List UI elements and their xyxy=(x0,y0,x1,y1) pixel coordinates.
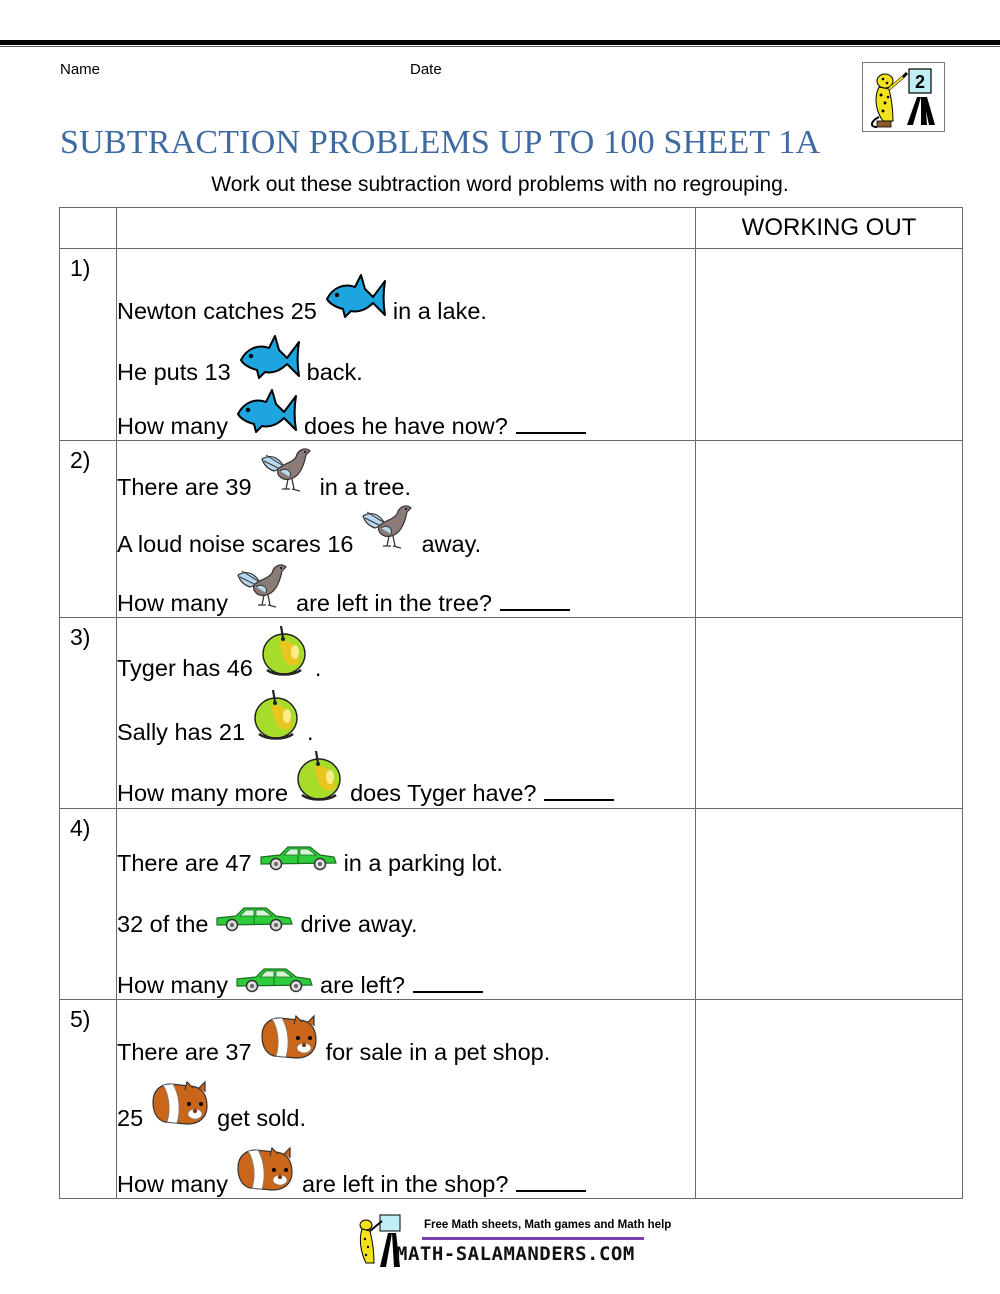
answer-blank[interactable] xyxy=(500,608,570,611)
answer-blank[interactable] xyxy=(516,1189,586,1192)
problem-text-before: Sally has 21 xyxy=(117,719,246,745)
answer-blank[interactable] xyxy=(516,431,586,434)
salamander-easel-icon xyxy=(863,63,944,131)
problem-text-after: does Tyger have? xyxy=(350,780,537,806)
table-row xyxy=(60,249,963,441)
problem-text-before: Tyger has 46 xyxy=(117,655,253,681)
problem-number: 4) xyxy=(70,815,91,841)
problem-line xyxy=(117,325,695,386)
problem-text-after: . xyxy=(314,655,322,681)
problem-number-cell xyxy=(60,249,117,441)
problem-text-before: How many xyxy=(117,590,229,616)
footer-site-link[interactable]: MATH-SALAMANDERS.COM xyxy=(396,1243,635,1265)
table-row xyxy=(60,441,963,618)
bird-icon xyxy=(359,502,415,558)
problem-number: 5) xyxy=(70,1006,91,1032)
problem-text-after: are left in the shop? xyxy=(302,1171,509,1197)
hamster-icon xyxy=(258,1014,320,1066)
header-rule xyxy=(0,40,1000,45)
problem-number: 3) xyxy=(70,624,91,650)
apple-icon xyxy=(251,688,301,746)
working-out-cell[interactable] xyxy=(696,249,963,441)
table-row xyxy=(60,1000,963,1199)
problem-text-before: How many more xyxy=(117,780,289,806)
problem-line xyxy=(117,1066,695,1132)
problem-number: 1) xyxy=(70,255,91,281)
problem-line xyxy=(117,746,695,807)
problem-text-before: 32 of the xyxy=(117,911,209,937)
problem-text-after: are left in the tree? xyxy=(296,590,492,616)
hamster-icon xyxy=(149,1080,211,1132)
fish-icon xyxy=(323,273,387,325)
working-out-cell[interactable] xyxy=(696,441,963,618)
problem-line xyxy=(117,441,695,501)
problem-text-cell xyxy=(117,809,696,1000)
name-label: Name xyxy=(60,61,101,78)
bird-icon xyxy=(234,561,290,617)
header-number-cell xyxy=(60,208,117,249)
problem-text-before: A loud noise scares 16 xyxy=(117,531,354,557)
problem-line xyxy=(117,938,695,999)
problem-text-before: There are 37 xyxy=(117,1039,252,1065)
footer-divider xyxy=(422,1237,644,1240)
working-out-cell[interactable] xyxy=(696,1000,963,1199)
problem-line xyxy=(117,386,695,440)
problem-line xyxy=(117,558,695,617)
page-title: SUBTRACTION PROBLEMS UP TO 100 SHEET 1A xyxy=(60,124,821,161)
problem-number-cell xyxy=(60,441,117,618)
footer-logo xyxy=(354,1213,672,1269)
problem-text-after: get sold. xyxy=(217,1105,306,1131)
fish-icon xyxy=(234,388,298,440)
problem-text-before: 25 xyxy=(117,1105,144,1131)
car-icon xyxy=(214,906,294,938)
problem-text-after: away. xyxy=(421,531,482,557)
problem-line xyxy=(117,249,695,325)
problem-text-after: drive away. xyxy=(300,911,418,937)
hamster-icon xyxy=(234,1146,296,1198)
problem-line xyxy=(117,682,695,746)
working-out-cell[interactable] xyxy=(696,618,963,809)
problem-number-cell xyxy=(60,1000,117,1199)
problem-text-before: He puts 13 xyxy=(117,359,231,385)
problem-text-after: in a tree. xyxy=(319,474,412,500)
problems-table xyxy=(59,207,963,1199)
problem-text-after: for sale in a pet shop. xyxy=(325,1039,551,1065)
problem-text-after: back. xyxy=(306,359,363,385)
header-problem-cell xyxy=(117,208,696,249)
problem-line xyxy=(117,877,695,938)
problem-text-after: in a lake. xyxy=(392,298,487,324)
answer-blank[interactable] xyxy=(413,990,483,993)
bird-icon xyxy=(258,445,314,501)
problem-text-before: Newton catches 25 xyxy=(117,298,317,324)
problem-number-cell xyxy=(60,618,117,809)
table-row xyxy=(60,809,963,1000)
working-out-cell[interactable] xyxy=(696,809,963,1000)
problem-text-before: How many xyxy=(117,972,229,998)
problem-text-cell xyxy=(117,1000,696,1199)
date-label: Date xyxy=(410,61,442,78)
apple-icon xyxy=(259,624,309,682)
problem-text-before: There are 47 xyxy=(117,850,252,876)
problem-line xyxy=(117,618,695,682)
fish-icon xyxy=(237,334,301,386)
problem-text-after: in a parking lot. xyxy=(343,850,503,876)
problem-text-after: are left? xyxy=(320,972,405,998)
problem-line xyxy=(117,1000,695,1066)
problem-line xyxy=(117,1132,695,1198)
problem-text-cell xyxy=(117,441,696,618)
problem-text-cell xyxy=(117,618,696,809)
problem-text-before: How many xyxy=(117,1171,229,1197)
apple-icon xyxy=(294,749,344,807)
problem-line xyxy=(117,809,695,877)
footer-tagline: Free Math sheets, Math games and Math help xyxy=(424,1219,672,1231)
svg-text:2: 2 xyxy=(914,72,926,92)
problem-line xyxy=(117,501,695,558)
car-icon xyxy=(234,967,314,999)
car-icon xyxy=(258,845,338,877)
table-row xyxy=(60,618,963,809)
problem-text-before: There are 39 xyxy=(117,474,252,500)
problem-text-after: does he have now? xyxy=(304,413,508,439)
grade-logo xyxy=(862,62,945,132)
table-header-row xyxy=(60,208,963,249)
problem-text-cell xyxy=(117,249,696,441)
problem-number-cell xyxy=(60,809,117,1000)
instructions: Work out these subtraction word problems with no regrouping. xyxy=(211,173,789,196)
header-rule-thin xyxy=(0,46,1000,47)
problem-text-before: How many xyxy=(117,413,229,439)
header-working-out: WORKING OUT xyxy=(696,208,963,249)
problem-text-after: . xyxy=(307,719,314,745)
answer-blank[interactable] xyxy=(544,798,614,801)
problem-number: 2) xyxy=(70,447,91,473)
